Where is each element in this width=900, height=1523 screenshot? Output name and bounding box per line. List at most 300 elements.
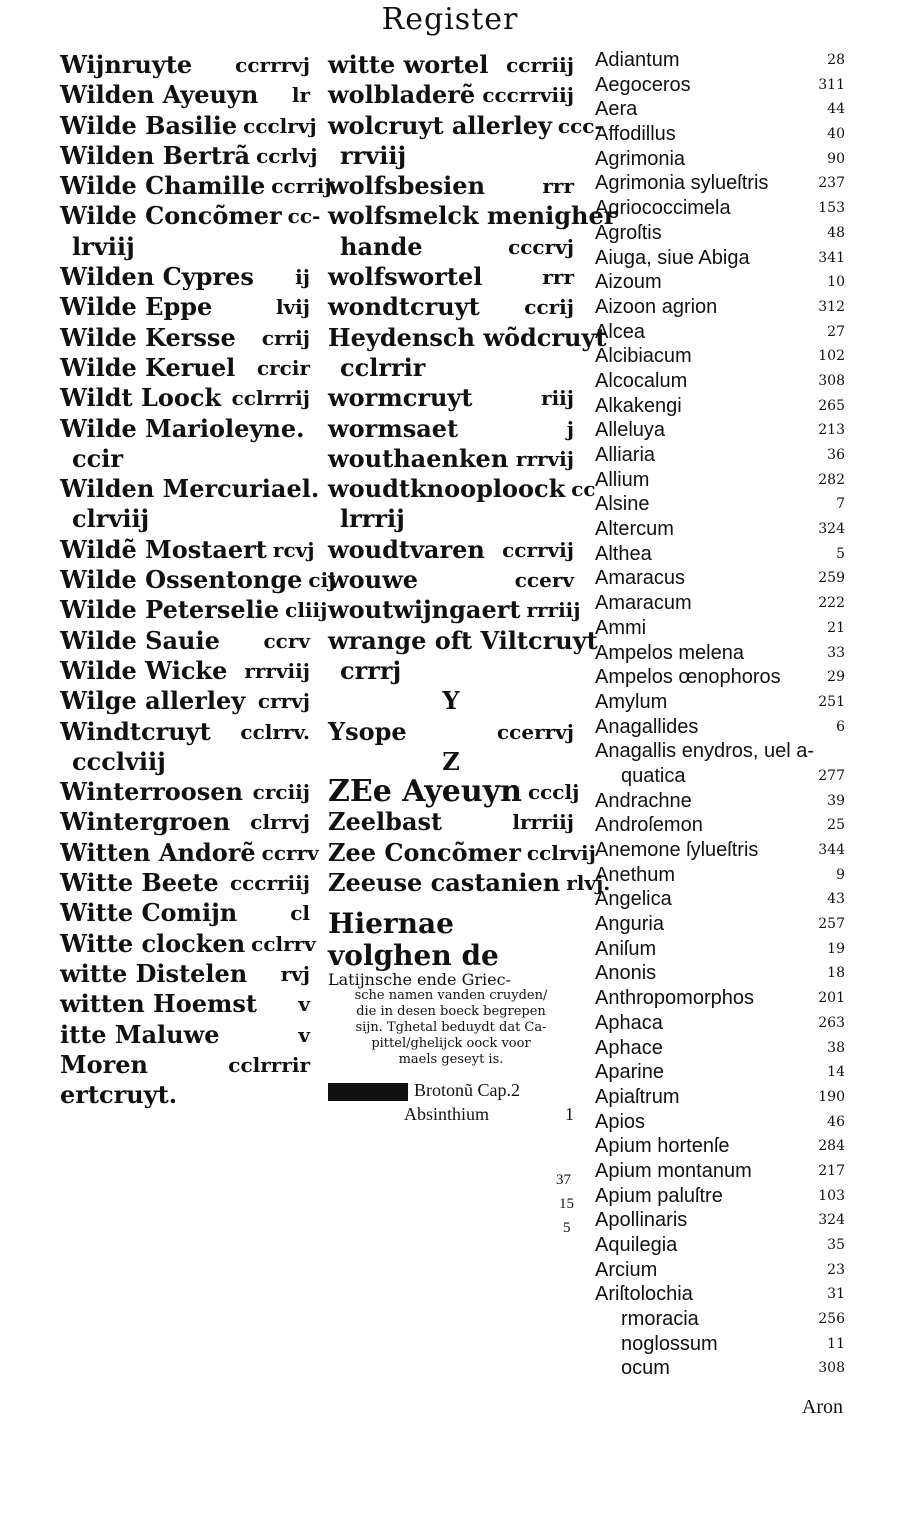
list-item — [595, 1184, 845, 1209]
entry-number: 7 — [836, 496, 845, 513]
list-item — [595, 739, 845, 764]
list-item — [328, 141, 574, 171]
entry-text: quatica — [621, 764, 686, 787]
list-item — [60, 747, 310, 777]
entry-number: 10 — [827, 274, 845, 291]
entry-number: 31 — [827, 1286, 845, 1303]
entry-text: ccir — [72, 443, 123, 473]
entry-number: lr — [291, 83, 310, 108]
entry-number: 259 — [818, 570, 845, 587]
entry-number: crrvj — [257, 689, 310, 714]
entry-number: 38 — [827, 1039, 845, 1056]
list-item — [60, 1080, 310, 1110]
list-item — [328, 50, 574, 80]
entry-text: Anguria — [595, 913, 664, 936]
list-item — [60, 383, 310, 413]
entry-number: 263 — [818, 1014, 845, 1031]
entry-number: 33 — [827, 644, 845, 661]
entry-number: 21 — [827, 619, 845, 636]
list-item — [328, 717, 574, 747]
list-item — [595, 1110, 845, 1135]
list-item — [328, 774, 580, 810]
list-item — [328, 80, 574, 110]
list-item — [60, 898, 310, 928]
entry-number: ccerrvj — [496, 719, 574, 744]
list-item — [595, 1258, 845, 1283]
list-item — [328, 353, 574, 383]
entry-number: rrr — [542, 174, 574, 199]
list-item — [595, 887, 845, 912]
entry-number: cc — [571, 477, 596, 502]
list-item — [328, 474, 596, 504]
stray-number: 37 — [556, 1172, 571, 1188]
entry-number: 43 — [827, 891, 845, 908]
entry-text: Arcium — [595, 1258, 658, 1281]
entry-number: 153 — [818, 200, 845, 217]
list-item — [595, 912, 845, 937]
entry-text: Wilden Cypres — [60, 262, 254, 292]
entry-text: Z — [442, 746, 460, 776]
entry-number: 222 — [818, 595, 845, 612]
entry-text: Alsine — [595, 493, 650, 516]
entry-number: rrrvij — [515, 446, 574, 471]
list-item — [328, 625, 598, 656]
entry-text: Aphace — [595, 1036, 663, 1059]
entry-number: 36 — [827, 447, 845, 463]
entry-number: cliij — [285, 598, 328, 623]
gothic-column-1 — [60, 50, 336, 1110]
entry-text: Aera — [595, 98, 638, 121]
list-item — [60, 1020, 310, 1050]
entry-text: clrviij — [72, 504, 150, 534]
list-item — [60, 292, 310, 322]
entry-number: 5 — [836, 545, 845, 562]
entry-number: cl — [290, 901, 310, 926]
entry-number: ccrij — [524, 295, 574, 320]
entry-text: Apium montanum — [595, 1159, 752, 1182]
entry-text: Wilde Concõmer — [60, 201, 282, 231]
entry-text: Witte Beete — [60, 868, 219, 898]
entry-number: 344 — [818, 842, 845, 858]
entry-number: 29 — [827, 669, 845, 686]
entry-text: Wilde Keruel — [60, 352, 236, 382]
entry-text: rrviij — [340, 140, 407, 170]
entry-number: 308 — [818, 1360, 845, 1377]
entry-text: Wilde Chamille — [60, 171, 266, 201]
list-item — [595, 1085, 845, 1110]
list-item — [595, 443, 845, 468]
entry-number: 48 — [827, 224, 845, 241]
entry-text: Agroſtis — [595, 221, 662, 244]
entry-text: Aizoum — [595, 271, 662, 294]
entry-text: Absinthium — [404, 1104, 490, 1125]
entry-number: 23 — [827, 1261, 845, 1278]
entry-text: Aegoceros — [595, 73, 691, 96]
entry-number: crciij — [252, 780, 310, 805]
entry-text: Wilde Basilie — [60, 110, 238, 140]
entry-number: 251 — [818, 693, 845, 710]
entry-text: Andrachne — [595, 789, 692, 812]
entry-text: wolcruyt allerley — [328, 110, 552, 140]
list-item — [328, 262, 574, 292]
entry-number: riij — [541, 386, 574, 411]
entry-text: crrrj — [340, 655, 402, 685]
list-item — [328, 292, 574, 322]
entry-number: ccrrrvj — [235, 53, 310, 77]
list-item — [60, 110, 317, 141]
entry-text: Anthropomorphos — [595, 987, 754, 1010]
entry-text: Wildẽ Mostaert — [60, 534, 267, 564]
entry-text: Anagallides — [595, 715, 699, 738]
entry-text: Witte clocken — [60, 928, 246, 958]
latin-column-3 — [595, 48, 845, 1381]
list-item — [595, 221, 845, 246]
entry-number: ccrriij — [506, 53, 574, 77]
entry-text: Agrimonia — [595, 147, 686, 170]
entry-text: Apium paluſtre — [595, 1184, 723, 1207]
list-item — [595, 418, 845, 443]
list-item — [60, 595, 328, 625]
entry-number: 282 — [818, 471, 845, 488]
entry-text: Alkakengi — [595, 394, 682, 417]
list-item — [595, 1134, 845, 1159]
entry-text: Alliaria — [595, 444, 656, 466]
list-item — [60, 1050, 310, 1080]
entry-number: rrrviij — [244, 658, 310, 683]
list-item — [595, 813, 845, 838]
heading-line: die in desen boeck begrepen — [356, 1004, 546, 1020]
list-item — [595, 1356, 845, 1381]
entry-number: 308 — [818, 372, 845, 389]
entry-text: Aniſum — [595, 937, 657, 960]
latin-entries-start — [328, 1078, 574, 1126]
list-item — [595, 937, 845, 962]
entry-number: 201 — [818, 990, 845, 1007]
entry-text: wolfsmelck menigher — [328, 201, 617, 231]
entry-text: Ariſtolochia — [595, 1283, 693, 1306]
list-item — [595, 171, 845, 196]
list-item — [60, 565, 336, 595]
entry-text: Moren — [60, 1049, 148, 1079]
list-item — [328, 686, 574, 716]
entry-number: 257 — [818, 916, 845, 933]
list-item — [328, 444, 574, 474]
list-item — [595, 73, 845, 98]
list-item — [595, 97, 845, 122]
entry-number: 14 — [827, 1064, 845, 1081]
list-item — [328, 232, 574, 262]
list-item — [595, 295, 845, 320]
list-item — [328, 535, 574, 565]
entry-text: Aparine — [595, 1061, 664, 1084]
entry-text: Alcea — [595, 320, 646, 343]
entry-number: rrr — [542, 265, 574, 290]
list-item — [595, 838, 845, 863]
list-item — [60, 474, 320, 504]
list-item — [595, 1332, 845, 1357]
list-item — [595, 542, 845, 567]
list-item — [595, 591, 845, 616]
entry-number: lrrriij — [512, 810, 574, 835]
entry-text: Anagallis enydros, uel a- — [595, 740, 815, 763]
entry-number: 90 — [827, 150, 845, 167]
entry-text: Wilde Kersse — [60, 322, 236, 352]
entry-text: lrviij — [72, 231, 135, 261]
entry-text: lrrrij — [340, 504, 405, 534]
entry-text: ccclviij — [72, 746, 166, 776]
entry-text: Alleluya — [595, 419, 666, 442]
entry-number: cclrrv — [251, 931, 316, 956]
list-item — [60, 928, 316, 959]
list-item — [595, 320, 845, 345]
entry-text: Heydensch wõdcruyt — [328, 322, 607, 352]
list-item — [60, 959, 310, 989]
heading-line: sijn. Tghetal beduydt dat Ca- — [355, 1020, 547, 1036]
entry-text: Ammi — [595, 616, 647, 639]
list-item — [595, 1011, 845, 1036]
entry-number: cc- — [287, 204, 321, 229]
list-item — [595, 566, 845, 591]
list-item — [595, 48, 845, 73]
list-item — [595, 1159, 845, 1184]
list-item — [60, 50, 310, 80]
list-item — [328, 383, 574, 413]
list-item — [595, 1233, 845, 1258]
list-item — [595, 1060, 845, 1085]
entry-text: Agrimonia sylueſtris — [595, 172, 769, 195]
list-item — [595, 665, 845, 690]
entry-number: 217 — [818, 1162, 845, 1179]
page-header: Register — [381, 2, 519, 37]
entry-number: v — [298, 992, 310, 1017]
entry-text: Wildt Loock — [60, 383, 222, 413]
entry-number: lvij — [275, 295, 310, 320]
list-item — [60, 171, 332, 201]
entry-number: 40 — [827, 126, 845, 143]
entry-number: 6 — [836, 718, 845, 735]
list-item — [60, 140, 318, 171]
list-item — [328, 837, 596, 868]
entry-number: 35 — [827, 1237, 845, 1253]
entry-number: cccrriij — [229, 871, 310, 896]
entry-number: 311 — [818, 76, 845, 93]
entry-text: woutwijngaert — [328, 595, 521, 625]
entry-text: Ysope — [328, 716, 407, 746]
entry-text: Anemone ſylueſtris — [595, 839, 759, 861]
list-item — [595, 122, 845, 147]
catchword: Aron — [801, 1396, 843, 1418]
entry-text: Wintergroen — [60, 807, 231, 837]
entry-number: 19 — [827, 940, 845, 957]
entry-number: ij — [295, 265, 310, 290]
entry-text: Angelica — [595, 888, 672, 911]
list-item — [60, 717, 310, 747]
entry-number: ccc- — [557, 113, 603, 138]
entry-text: Apium hortenſe — [595, 1135, 730, 1158]
entry-number: 324 — [818, 1212, 845, 1229]
entry-number: ccclrvj — [243, 113, 317, 138]
entry-number: cclrrv. — [240, 719, 310, 744]
entry-number: 103 — [818, 1187, 845, 1204]
entry-text: wouthaenken — [328, 443, 509, 473]
entry-number: 11 — [827, 1335, 845, 1352]
entry-text: wrange oft Viltcruyt — [328, 625, 598, 655]
entry-text: Windtcruyt — [60, 716, 211, 746]
entry-text: Allium — [595, 468, 650, 491]
entry-text: wouwe — [328, 565, 419, 595]
entry-number: 25 — [827, 817, 845, 834]
heading-line: pittel/ghelijck oock voor — [371, 1036, 531, 1052]
entry-number: 237 — [818, 175, 845, 192]
entry-number: rcvj — [272, 537, 315, 562]
entry-text: wolfsbesien — [328, 171, 486, 201]
list-item — [328, 656, 574, 686]
list-item — [60, 989, 310, 1019]
list-item — [60, 262, 310, 292]
entry-text: Aiuga, siue Abiga — [595, 246, 750, 269]
list-item — [60, 534, 315, 565]
list-item — [595, 344, 845, 369]
woodcut-ornament — [328, 1083, 408, 1101]
list-item — [595, 246, 845, 271]
list-item — [595, 147, 845, 172]
entry-text: Aquilegia — [595, 1234, 678, 1256]
entry-number: 284 — [818, 1138, 845, 1155]
entry-text: Ampelos œnophoros — [595, 666, 781, 689]
list-item — [328, 322, 607, 353]
entry-text: Anethum — [595, 863, 676, 886]
entry-text: Wilge allerley — [60, 686, 246, 716]
entry-number: crrij — [261, 325, 310, 350]
entry-text: Amylum — [595, 690, 668, 713]
entry-text: Winterroosen — [60, 777, 243, 807]
entry-text: ZEe Ayeuyn — [328, 774, 522, 810]
list-item — [328, 201, 617, 231]
entry-text: noglossum — [621, 1332, 718, 1355]
heading-line: Latijnsche ende Griec- — [328, 970, 511, 990]
entry-number: 256 — [818, 1311, 845, 1328]
entry-number: cclrrrij — [231, 386, 310, 411]
list-item — [595, 961, 845, 986]
list-item — [60, 444, 310, 474]
entry-number: cccrvj — [508, 234, 574, 259]
entry-text: Zeeuse castanien — [328, 868, 561, 898]
entry-number: 46 — [827, 1113, 845, 1130]
latin-section-heading — [328, 908, 574, 1068]
entry-number: rvj — [280, 961, 310, 986]
list-item — [595, 196, 845, 221]
list-item — [595, 690, 845, 715]
entry-number: 324 — [818, 521, 845, 538]
list-item — [328, 110, 603, 141]
list-item — [595, 394, 845, 419]
entry-number: 265 — [818, 397, 845, 414]
entry-text: wolfswortel — [328, 262, 483, 292]
entry-text: Wilden Ayeuyn — [60, 80, 259, 110]
list-item — [60, 807, 310, 837]
entry-text: Amaracum — [595, 592, 692, 615]
entry-text: Androſemon — [595, 814, 703, 837]
list-item — [595, 492, 845, 517]
entry-text: woudtknooploock — [328, 474, 566, 504]
entry-text: ertcruyt. — [60, 1080, 178, 1110]
list-item — [60, 837, 319, 868]
list-item — [595, 1307, 845, 1332]
entry-number: j — [566, 416, 574, 441]
entry-text: Wilden Bertrã — [60, 140, 251, 170]
list-item — [328, 414, 574, 444]
list-item — [595, 715, 845, 740]
list-item — [328, 565, 574, 595]
entry-text: Apollinaris — [595, 1209, 688, 1232]
heading-line: sche namen vanden cruyden/ — [354, 988, 548, 1004]
stray-number: 5 — [563, 1220, 571, 1236]
list-item — [595, 616, 845, 641]
entry-text: Adiantum — [595, 49, 680, 71]
entry-number: ccrrij — [271, 174, 332, 199]
entry-text: itte Maluwe — [60, 1019, 220, 1049]
entry-text: witte wortel — [328, 50, 489, 79]
entry-text: Aizoon agrion — [595, 295, 718, 318]
entry-text: wondtcruyt — [328, 292, 480, 322]
entry-text: Wilde Wicke — [60, 655, 228, 685]
entry-number: cclrrrir — [228, 1052, 310, 1077]
entry-text: Althea — [595, 542, 652, 565]
entry-number: 102 — [818, 348, 845, 365]
entry-text: Zee Concõmer — [328, 837, 521, 867]
list-item — [60, 80, 310, 110]
entry-text: wormsaet — [328, 413, 459, 443]
list-item — [60, 232, 310, 262]
list-item — [595, 1208, 845, 1233]
entry-text: Witten Andorẽ — [60, 837, 256, 867]
entry-number: cccrrviij — [482, 83, 574, 108]
entry-text: cclrrir — [340, 352, 426, 382]
entry-text: Wilden Mercuriael. — [60, 474, 320, 504]
entry-number: cij — [308, 568, 336, 593]
entry-text: hande — [340, 231, 423, 261]
list-item — [328, 807, 574, 837]
list-item — [60, 686, 310, 716]
entry-number: v — [298, 1022, 310, 1047]
entry-text: Wilde Ossentonge — [60, 565, 303, 595]
entry-number: 28 — [827, 52, 845, 68]
entry-text: Alcocalum — [595, 369, 688, 392]
entry-text: woudtvaren — [328, 534, 485, 564]
entry-text: Apios — [595, 1110, 646, 1133]
entry-number: 190 — [818, 1088, 845, 1105]
list-item — [328, 747, 574, 777]
entry-text: Zeelbast — [328, 807, 443, 837]
entry-number: ccrrv — [261, 840, 319, 865]
latin-heading-title: Hiernae volghen de — [328, 907, 499, 973]
list-item — [595, 986, 845, 1011]
entry-number: cclrvij — [526, 840, 596, 865]
entry-text: Affodillus — [595, 123, 676, 146]
entry-text: Brotonũ Cap.2 — [414, 1080, 520, 1101]
list-item — [595, 468, 845, 493]
entry-text: Alcibiacum — [595, 345, 692, 368]
entry-number: 213 — [818, 422, 845, 439]
entry-text: Wilde Eppe — [60, 292, 213, 322]
list-item — [60, 626, 310, 656]
entry-number: rlvj. — [566, 871, 611, 896]
entry-text: Wilde Peterselie — [60, 595, 280, 625]
entry-text: witte Distelen — [60, 958, 248, 988]
entry-text: ocum — [621, 1357, 670, 1380]
entry-text: Aphaca — [595, 1011, 663, 1034]
entry-text: Apiaſtrum — [595, 1085, 680, 1108]
